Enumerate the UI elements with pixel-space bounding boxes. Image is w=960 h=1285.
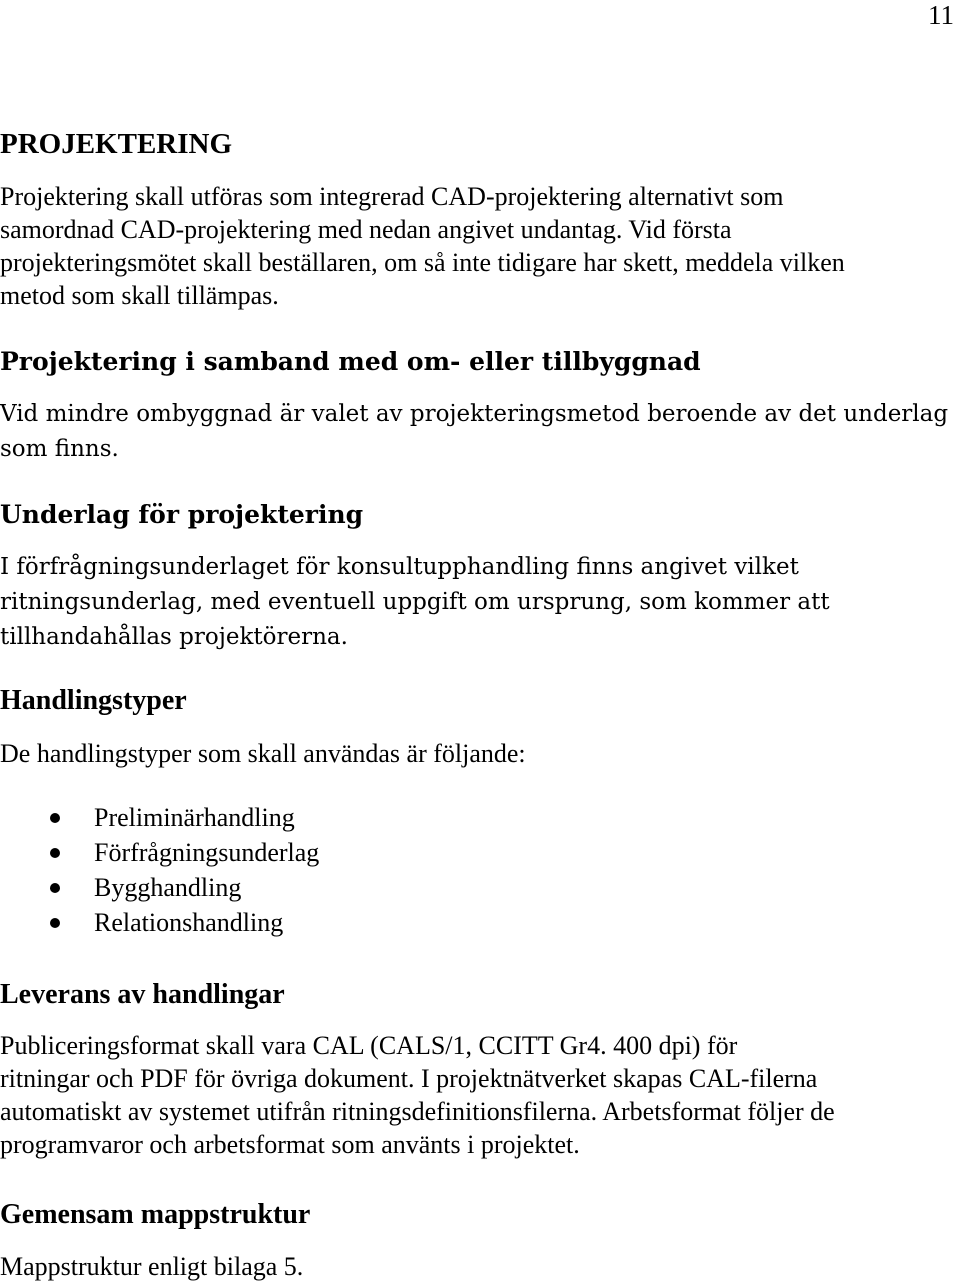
text-line: tillhandahållas projektörerna.	[0, 624, 348, 650]
heading-handlingstyper: Handlingstyper	[0, 685, 187, 716]
paragraph-mappstruktur	[0, 1250, 955, 1283]
text-line: samordnad CAD-projektering med nedan angivet undantag. Vid första	[0, 215, 732, 244]
text-line: som finns.	[0, 436, 119, 462]
bullet-icon	[50, 883, 60, 893]
handlingstyper-list	[0, 800, 319, 940]
text-line: Projektering skall utföras som integrerad CAD-projektering alternativt som	[0, 182, 784, 211]
heading-underlag: Underlag för projektering	[0, 500, 364, 529]
text-line: metod som skall tillämpas.	[0, 281, 279, 310]
heading-ombyggnad: Projektering i samband med om- eller tillbyggnad	[0, 347, 701, 376]
heading-projektering: PROJEKTERING	[0, 128, 233, 160]
paragraph-handlingstyper-intro: De handlingstyper som skall användas är följande:	[0, 739, 526, 768]
text-line: I förfrågningsunderlaget för konsultupphandling finns angivet vilket	[0, 554, 799, 580]
text-line: ritningar och PDF för övriga dokument. I projektnätverket skapas CAL-filerna	[0, 1064, 818, 1093]
bullet-icon	[50, 813, 60, 823]
list-item	[0, 800, 319, 835]
list-item-label: Preliminärhandling	[94, 803, 295, 832]
text-line: Vid mindre ombyggnad är valet av projekteringsmetod beroende av det underlag	[0, 401, 949, 427]
heading-leverans: Leverans av handlingar	[0, 979, 285, 1010]
paragraph-ombyggnad	[0, 397, 955, 467]
list-item	[0, 870, 319, 905]
text-line: ritningsunderlag, med eventuell uppgift om ursprung, som kommer att	[0, 589, 830, 615]
text-line: programvaror och arbetsformat som använts i projektet.	[0, 1130, 580, 1159]
list-item-label: Bygghandling	[94, 873, 242, 902]
text-line: projekteringsmötet skall beställaren, om så inte tidigare har skett, meddela vilken	[0, 248, 845, 277]
bullet-icon	[50, 848, 60, 858]
list-item	[0, 835, 319, 870]
heading-mappstruktur: Gemensam mappstruktur	[0, 1199, 311, 1230]
paragraph-leverans	[0, 1029, 955, 1161]
bullet-icon	[50, 918, 60, 928]
paragraph-projektering	[0, 180, 955, 312]
list-item-label: Förfrågningsunderlag	[94, 838, 320, 867]
text-line: Mappstruktur enligt bilaga 5.	[0, 1252, 304, 1281]
list-item-label: Relationshandling	[94, 908, 284, 937]
page-number: 11	[928, 0, 954, 30]
text-line: automatiskt av systemet utifrån ritningsdefinitionsfilerna. Arbetsformat följer de	[0, 1097, 835, 1126]
list-item	[0, 905, 319, 940]
paragraph-underlag	[0, 550, 955, 655]
text-line: Publiceringsformat skall vara CAL (CALS/1, CCITT Gr4. 400 dpi) för	[0, 1031, 738, 1060]
